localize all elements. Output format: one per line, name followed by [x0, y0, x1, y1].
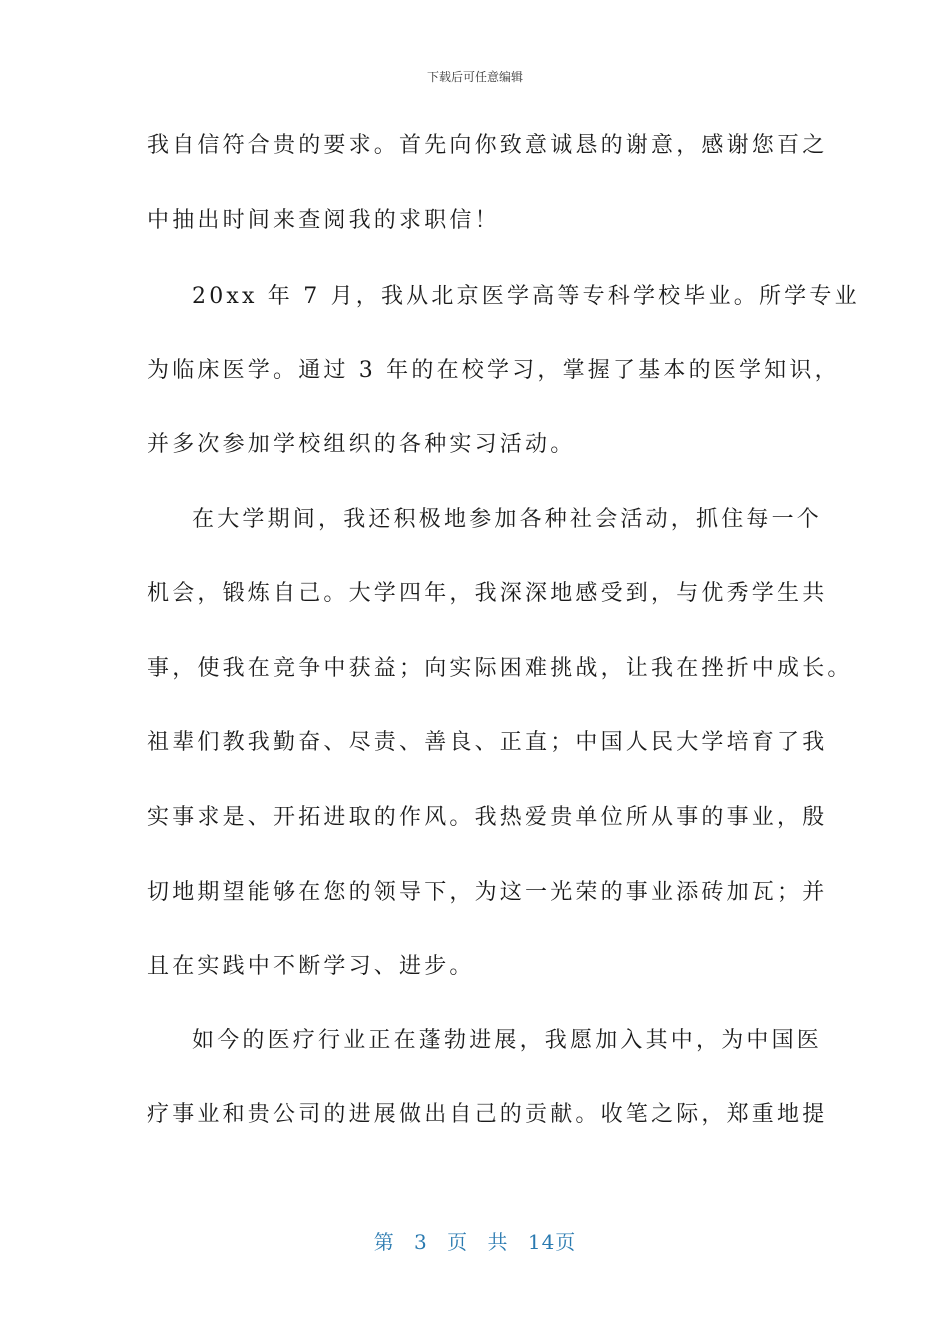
footer-page-number: 3 — [414, 1230, 428, 1254]
body-line-5: 并多次参加学校组织的各种实习活动。 — [147, 432, 576, 457]
footer-di: 第 — [373, 1230, 395, 1254]
body-line-4: 为临床医学。通过 3 年的在校学习，掌握了基本的医学知识， — [147, 358, 840, 383]
body-line-8: 事，使我在竞争中获益；向实际困难挑战，让我在挫折中成长。 — [147, 656, 853, 681]
body-line-1: 我自信符合贵的要求。首先向你致意诚恳的谢意，感谢您百之 — [147, 133, 828, 158]
footer-total-pages: 14页 — [527, 1230, 577, 1254]
body-line-10: 实事求是、开拓进取的作风。我热爱贵单位所从事的事业，殷 — [147, 805, 828, 830]
body-line-6: 在大学期间，我还积极地参加各种社会活动，抓住每一个 — [192, 507, 823, 532]
body-line-12: 且在实践中不断学习、进步。 — [147, 954, 475, 979]
body-line-13: 如今的医疗行业正在蓬勃进展，我愿加入其中，为中国医 — [192, 1028, 823, 1053]
footer-ye: 页 — [447, 1230, 469, 1254]
body-line-9: 祖辈们教我勤奋、尽责、善良、正直；中国人民大学培育了我 — [147, 730, 828, 755]
body-line-2: 中抽出时间来查阅我的求职信！ — [147, 208, 500, 233]
body-line-3: 20xx 年 7 月，我从北京医学高等专科学校毕业。所学专业 — [192, 284, 860, 309]
body-line-7: 机会，锻炼自己。大学四年，我深深地感受到，与优秀学生共 — [147, 581, 828, 606]
body-line-14: 疗事业和贵公司的进展做出自己的贡献。收笔之际，郑重地提 — [147, 1102, 828, 1127]
body-line-11: 切地期望能够在您的领导下，为这一光荣的事业添砖加瓦；并 — [147, 880, 828, 905]
page-footer — [0, 1226, 950, 1255]
footer-gong: 共 — [487, 1230, 509, 1254]
page-header-note: 下载后可任意编辑 — [426, 70, 523, 84]
